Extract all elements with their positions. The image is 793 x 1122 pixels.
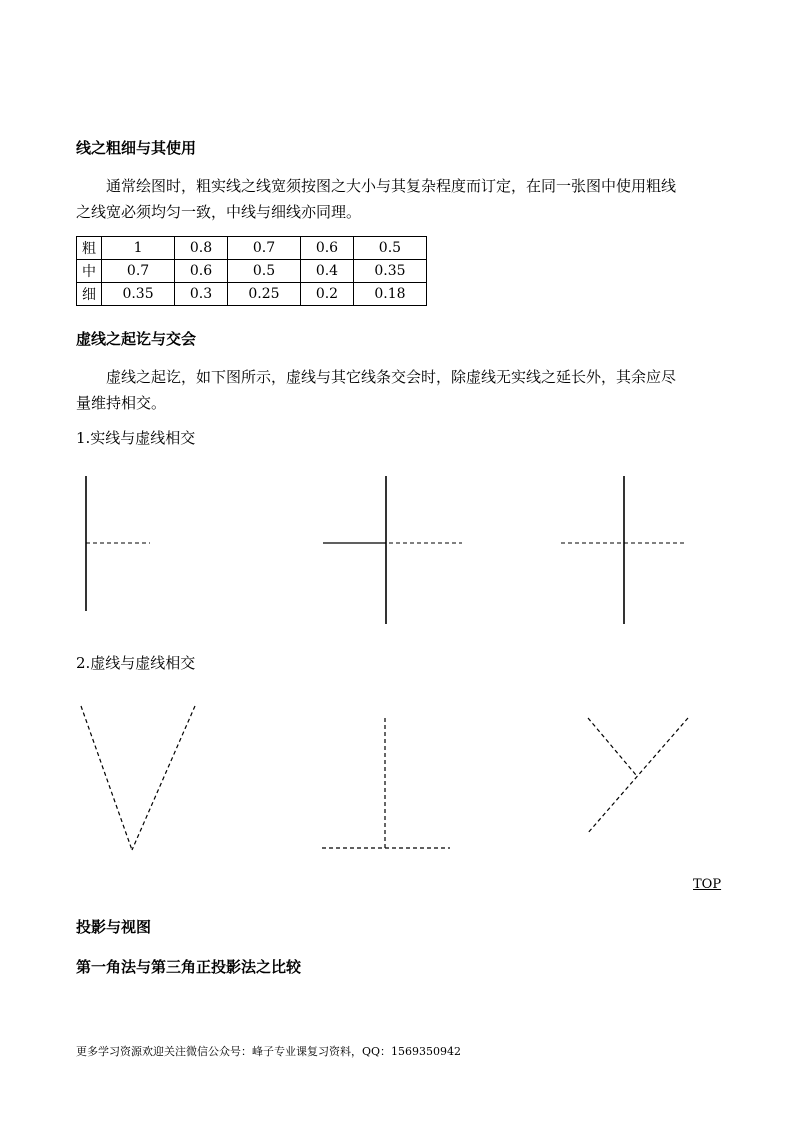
table-cell: 0.35 [102, 283, 175, 306]
section-heading-projection: 投影与视图 [76, 918, 152, 936]
table-cell: 1 [102, 237, 175, 260]
diagram-dashed-y-shape [587, 718, 688, 834]
table-cell: 0.18 [353, 283, 426, 306]
item-solid-dashed-intersection: 1.实线与虚线相交 [76, 429, 196, 447]
diagram-dashed-v-shape [81, 706, 195, 850]
section-heading-dashed-lines: 虚线之起讫与交会 [76, 330, 197, 348]
table-cell: 0.6 [301, 237, 354, 260]
section-heading-line-weight: 线之粗细与其使用 [76, 139, 197, 157]
table-cell: 0.5 [227, 260, 300, 283]
table-cell: 0.35 [353, 260, 426, 283]
row-label: 粗 [77, 237, 102, 260]
paragraph-line: 通常绘图时，粗实线之线宽须按图之大小与其复杂程度而订定，在同一张图中使用粗线 [106, 177, 677, 195]
table-cell: 0.2 [301, 283, 354, 306]
table-cell: 0.4 [301, 260, 354, 283]
row-label: 细 [77, 283, 102, 306]
table-cell: 0.5 [353, 237, 426, 260]
footer-text: 更多学习资源欢迎关注微信公众号：峰子专业课复习资料，QQ：1569350942 [76, 1045, 462, 1058]
table-cell: 0.8 [175, 237, 228, 260]
table-cell: 0.3 [175, 283, 228, 306]
table-cell: 0.7 [227, 237, 300, 260]
paragraph-line: 之线宽必须均匀一致，中线与细线亦同理。 [76, 203, 362, 221]
table-cell: 0.6 [175, 260, 228, 283]
paragraph-line: 量维持相交。 [76, 394, 167, 412]
top-link[interactable]: TOP [693, 877, 722, 892]
table-cell: 0.7 [102, 260, 175, 283]
row-label: 中 [77, 260, 102, 283]
table-cell: 0.25 [227, 283, 300, 306]
section-heading-angle-projection: 第一角法与第三角正投影法之比较 [76, 958, 302, 976]
item-dashed-dashed-intersection: 2.虚线与虚线相交 [76, 654, 196, 672]
diagram-dashed-inverted-t [322, 718, 450, 848]
paragraph-line: 虚线之起讫，如下图所示，虚线与其它线条交会时，除虚线无实线之延长外，其余应尽 [106, 368, 677, 386]
